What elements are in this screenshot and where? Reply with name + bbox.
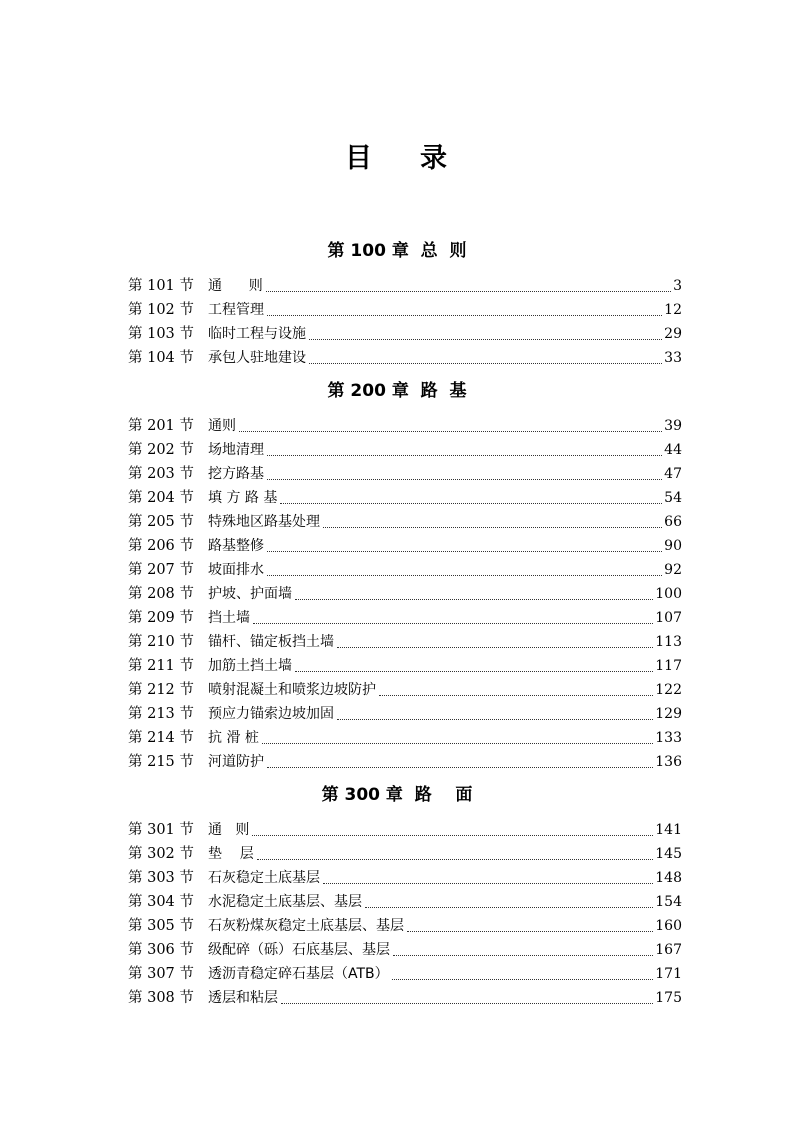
dot-leader: [252, 834, 653, 836]
toc-title: [0, 141, 794, 177]
section-title: 喷射混凝土和喷浆边坡防护: [208, 682, 376, 698]
section-number: 第 202 节: [128, 442, 194, 458]
toc-entry[interactable]: [128, 460, 682, 484]
section-title: 通 则: [208, 822, 250, 838]
toc-section-list: [128, 816, 682, 1008]
chapter-heading: 第 100 章 总 则: [327, 241, 467, 261]
dot-leader: [267, 478, 662, 480]
page-number: 107: [655, 610, 682, 626]
toc-entry[interactable]: [128, 508, 682, 532]
dot-leader: [262, 742, 653, 744]
page-number: 66: [664, 514, 682, 530]
toc-entry[interactable]: [128, 912, 682, 936]
dot-leader: [281, 1002, 653, 1004]
title-char-1: 目: [345, 143, 374, 174]
page-number: 167: [655, 942, 682, 958]
section-number: 第 104 节: [128, 350, 194, 366]
section-number: 第 206 节: [128, 538, 194, 554]
toc-entry[interactable]: [128, 652, 682, 676]
toc-entry[interactable]: [128, 748, 682, 772]
dot-leader: [309, 362, 662, 364]
section-number: 第 101 节: [128, 278, 194, 294]
dot-leader: [253, 622, 653, 624]
dot-leader: [379, 694, 653, 696]
page-number: 136: [655, 754, 682, 770]
dot-leader: [267, 766, 653, 768]
section-title: 垫 层: [208, 846, 254, 862]
dot-leader: [295, 670, 653, 672]
dot-leader: [392, 978, 654, 980]
dot-leader: [267, 574, 662, 576]
page-number: 122: [655, 682, 682, 698]
section-number: 第 203 节: [128, 466, 194, 482]
section-title: 挡土墙: [208, 610, 250, 626]
section-number: 第 302 节: [128, 846, 194, 862]
section-number: 第 308 节: [128, 990, 194, 1006]
section-number: 第 307 节: [128, 966, 194, 982]
page-number: 3: [673, 278, 682, 294]
section-title: 挖方路基: [208, 466, 264, 482]
section-title: 透沥青稳定碎石基层（ATB）: [208, 966, 389, 982]
toc-entry[interactable]: [128, 412, 682, 436]
toc-entry[interactable]: [128, 604, 682, 628]
dot-leader: [267, 550, 662, 552]
section-title: 护坡、护面墙: [208, 586, 292, 602]
page-number: 117: [655, 658, 682, 674]
section-title: 特殊地区路基处理: [208, 514, 320, 530]
section-number: 第 305 节: [128, 918, 194, 934]
dot-leader: [323, 882, 653, 884]
toc-entry[interactable]: [128, 960, 682, 984]
toc-section-list: [128, 272, 682, 368]
section-title: 路基整修: [208, 538, 264, 554]
section-title: 级配碎（砾）石底基层、基层: [208, 942, 390, 958]
page-number: 33: [664, 350, 682, 366]
toc-entry[interactable]: [128, 888, 682, 912]
page-number: 113: [655, 634, 682, 650]
section-title: 加筋土挡土墙: [208, 658, 292, 674]
page-number: 29: [664, 326, 682, 342]
toc-entry[interactable]: [128, 532, 682, 556]
toc-entry[interactable]: [128, 864, 682, 888]
section-title: 预应力锚索边坡加固: [208, 706, 334, 722]
page-number: 129: [655, 706, 682, 722]
section-number: 第 214 节: [128, 730, 194, 746]
toc-entry[interactable]: [128, 344, 682, 368]
toc-entry[interactable]: [128, 816, 682, 840]
toc-entry[interactable]: [128, 272, 682, 296]
toc-entry[interactable]: [128, 724, 682, 748]
section-title: 石灰粉煤灰稳定土底基层、基层: [208, 918, 404, 934]
title-char-2: 录: [420, 143, 449, 174]
toc-entry[interactable]: [128, 984, 682, 1008]
section-number: 第 102 节: [128, 302, 194, 318]
section-number: 第 208 节: [128, 586, 194, 602]
toc-entry[interactable]: [128, 436, 682, 460]
dot-leader: [267, 454, 662, 456]
dot-leader: [309, 338, 662, 340]
page-number: 175: [655, 990, 682, 1006]
section-title: 河道防护: [208, 754, 264, 770]
toc-entry[interactable]: [128, 628, 682, 652]
page-number: 171: [655, 966, 682, 982]
section-number: 第 205 节: [128, 514, 194, 530]
page-number: 12: [664, 302, 682, 318]
toc-entry[interactable]: [128, 296, 682, 320]
dot-leader: [323, 526, 662, 528]
toc-entry[interactable]: [128, 484, 682, 508]
section-title: 坡面排水: [208, 562, 264, 578]
toc-entry[interactable]: [128, 676, 682, 700]
section-number: 第 212 节: [128, 682, 194, 698]
page-number: 100: [655, 586, 682, 602]
dot-leader: [337, 646, 653, 648]
toc-entry[interactable]: [128, 700, 682, 724]
section-number: 第 210 节: [128, 634, 194, 650]
section-title: 石灰稳定土底基层: [208, 870, 320, 886]
section-number: 第 204 节: [128, 490, 194, 506]
chapter-heading: 第 200 章 路 基: [327, 381, 467, 401]
section-number: 第 301 节: [128, 822, 194, 838]
page-number: 44: [664, 442, 682, 458]
page-number: 47: [664, 466, 682, 482]
section-title: 抗 滑 桩: [208, 730, 259, 746]
page-number: 90: [664, 538, 682, 554]
page-number: 148: [655, 870, 682, 886]
dot-leader: [280, 502, 662, 504]
dot-leader: [295, 598, 653, 600]
dot-leader: [239, 430, 662, 432]
section-title: 锚杆、锚定板挡土墙: [208, 634, 334, 650]
section-number: 第 209 节: [128, 610, 194, 626]
page-number: 133: [655, 730, 682, 746]
page-number: 54: [664, 490, 682, 506]
section-number: 第 103 节: [128, 326, 194, 342]
section-title: 通 则: [208, 278, 263, 294]
dot-leader: [393, 954, 653, 956]
section-number: 第 211 节: [128, 658, 194, 674]
page-number: 154: [655, 894, 682, 910]
dot-leader: [337, 718, 653, 720]
section-number: 第 207 节: [128, 562, 194, 578]
section-number: 第 215 节: [128, 754, 194, 770]
section-number: 第 303 节: [128, 870, 194, 886]
section-title: 填 方 路 基: [208, 490, 278, 506]
section-title: 承包人驻地建设: [208, 350, 306, 366]
dot-leader: [407, 930, 653, 932]
page-number: 92: [664, 562, 682, 578]
toc-entry[interactable]: [128, 580, 682, 604]
section-title: 临时工程与设施: [208, 326, 306, 342]
section-number: 第 306 节: [128, 942, 194, 958]
section-title: 水泥稳定土底基层、基层: [208, 894, 362, 910]
section-number: 第 213 节: [128, 706, 194, 722]
chapter-heading: 第 300 章 路 面: [321, 785, 473, 805]
dot-leader: [365, 906, 653, 908]
toc-entry[interactable]: [128, 556, 682, 580]
page-number: 145: [655, 846, 682, 862]
dot-leader: [266, 290, 671, 292]
page-number: 160: [655, 918, 682, 934]
section-title: 工程管理: [208, 302, 264, 318]
section-title: 场地清理: [208, 442, 264, 458]
section-number: 第 304 节: [128, 894, 194, 910]
page-number: 39: [664, 418, 682, 434]
section-number: 第 201 节: [128, 418, 194, 434]
page-number: 141: [655, 822, 682, 838]
toc-entry[interactable]: [128, 840, 682, 864]
dot-leader: [267, 314, 662, 316]
section-title: 通则: [208, 418, 236, 434]
dot-leader: [257, 858, 653, 860]
toc-entry[interactable]: [128, 936, 682, 960]
toc-entry[interactable]: [128, 320, 682, 344]
toc-section-list: [128, 412, 682, 772]
section-title: 透层和粘层: [208, 990, 278, 1006]
